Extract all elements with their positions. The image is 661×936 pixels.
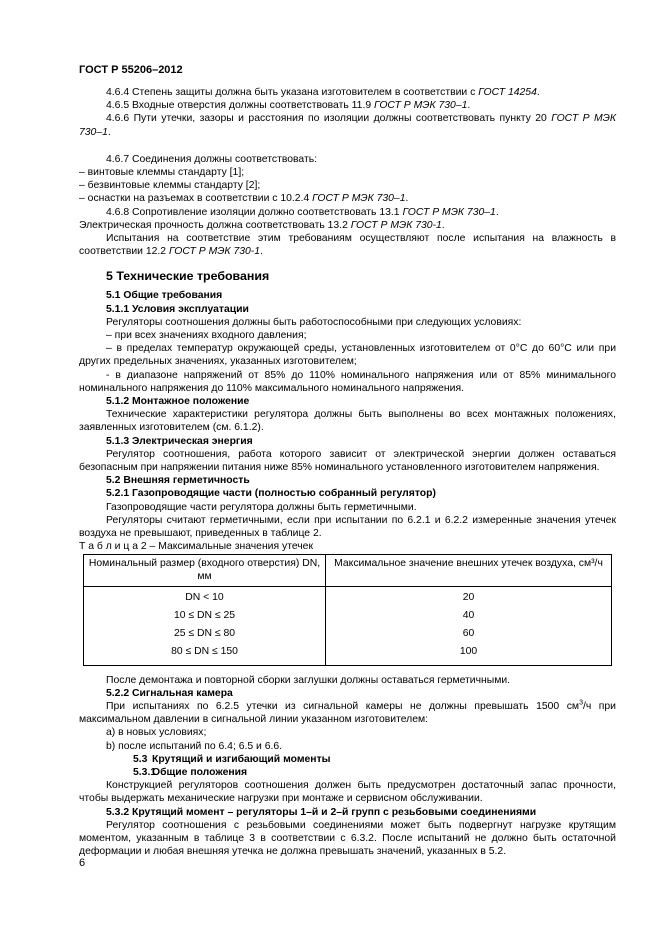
subsection-heading: 5.2 Внешняя герметичность bbox=[106, 475, 250, 487]
document-body bbox=[79, 86, 616, 858]
list-item: – винтовые клеммы стандарту [1]; bbox=[79, 167, 245, 179]
paragraph: Регуляторы соотношения должны быть работоспособными при следующих условиях: bbox=[106, 316, 522, 328]
table-cell-leak: 60 bbox=[326, 627, 612, 645]
paragraph: Технические характеристики регулятора должны быть выполнены во всех монтажных положениях, заявленных изготовителем (см. 6.1.2). bbox=[79, 409, 616, 434]
table-header-row bbox=[84, 554, 612, 586]
standard-reference: ГОСТ Р МЭК 730-1 bbox=[168, 246, 261, 258]
list-item: - в диапазоне напряжений от 85% до 110% номинального напряжения или от 85% минимального номинального напряжения до 110% максимального номинального напряжения. bbox=[79, 369, 616, 394]
table-row bbox=[84, 586, 612, 609]
paragraph-4-6-4: 4.6.4 Степень защиты должна быть указана изготовителем в соответствии с ГОСТ 14254. bbox=[106, 87, 540, 98]
paragraph-dielectric-strength: Электрическая прочность должна соответствовать 13.2 ГОСТ Р МЭК 730-1. bbox=[79, 219, 445, 231]
list-item: – при всех значениях входного давления; bbox=[106, 330, 307, 342]
paragraph: При испытаниях по 6.2.5 утечки из сигнальной камеры не должны превышать 1500 $см^3/ч$ при максимальном давлении в сигнальной линии указанном изготовителем: bbox=[79, 699, 616, 726]
list-item: b) после испытаний по 6.4; 6.5 и 6.6. bbox=[106, 740, 283, 752]
table-cell-dn: 25 ≤ DN ≤ 80 bbox=[84, 627, 326, 645]
standard-reference: ГОСТ Р МЭК 730–1 bbox=[79, 113, 617, 138]
subsection-heading: 5.1.1 Условия эксплуатации bbox=[106, 303, 249, 315]
section-title: 5 Технические требования bbox=[106, 269, 270, 284]
table-cell-leak: 20 bbox=[326, 586, 612, 609]
subsection-heading: 5.3.1Общие положения bbox=[133, 766, 248, 778]
standard-reference: ГОСТ 14254 bbox=[478, 87, 537, 98]
paragraph: После демонтажа и повторной сборки заглушки должны оставаться герметичными. bbox=[106, 674, 511, 686]
table-body bbox=[84, 586, 612, 665]
subsection-heading: 5.2.2 Сигнальная камера bbox=[106, 687, 233, 699]
subsection-heading: 5.3.2 Крутящий момент – регуляторы 1–й и 2–й групп с резьбовыми соединениями bbox=[106, 806, 537, 818]
document-header: ГОСТ Р 55206–2012 bbox=[79, 64, 183, 76]
paragraph-4-6-8: 4.6.8 Сопротивление изоляции должно соответствовать 13.1 ГОСТ Р МЭК 730–1. bbox=[106, 206, 499, 218]
table-cell-leak: 40 bbox=[326, 609, 612, 627]
subsection-heading: 5.1.2 Монтажное положение bbox=[106, 396, 250, 408]
paragraph: Регулятор соотношения с резьбовыми соединениями может быть подвергнут нагрузке крутящим моментом, указанным в таблице 3 в соответствии с 6.3.2. После испытаний не должно быть остаточной деформации и любая внешняя утечка не должна превышать значений, указанных в 5.2. bbox=[79, 819, 616, 858]
standard-reference: ГОСТ Р МЭК 730–1 bbox=[402, 206, 496, 218]
list-item: – безвинтовые клеммы стандарту [2]; bbox=[79, 180, 261, 192]
page-number: 6 bbox=[79, 857, 86, 869]
subsection-heading: 5.3 Крутящий и изгибающий моменты bbox=[133, 753, 331, 765]
paragraph-tests: Испытания на соответствие этим требованиям осуществляют после испытания на влажность в соответствии 12.2 ГОСТ Р МЭК 730-1. bbox=[79, 233, 616, 258]
standard-reference: ГОСТ Р МЭК 730–1 bbox=[374, 100, 468, 112]
leakage-table bbox=[83, 554, 612, 666]
table-row bbox=[84, 627, 612, 645]
paragraph: Конструкцией регуляторов соотношения должен быть предусмотрен достаточный запас прочности, чтобы выдержать механические нагрузки при монтаже и сервисном обслуживании. bbox=[79, 780, 616, 805]
subsection-heading: 5.1 Общие требования bbox=[106, 290, 223, 302]
list-item: – оснастки на разъемах в соответствии с 10.2.4 ГОСТ Р МЭК 730–1. bbox=[79, 193, 409, 205]
table-caption: Т а б л и ц а 2 – Максимальные значения утечек bbox=[79, 541, 314, 553]
paragraph-4-6-7: 4.6.7 Соединения должны соответствовать: bbox=[106, 153, 318, 165]
paragraph: Регуляторы считают герметичными, если при испытании по 6.2.1 и 6.2.2 измеренные значения утечек воздуха не превышают, приведенных в таблице 2. bbox=[79, 514, 616, 540]
list-item: а) в новых условиях; bbox=[106, 727, 207, 739]
table-cell-dn: 80 ≤ DN ≤ 150 bbox=[84, 645, 326, 666]
list-item: – в пределах температур окружающей среды, установленных изготовителем от 0°С до 60°С или при других предельных значениях, указанных изготовителем; bbox=[79, 343, 616, 368]
table-cell-dn: DN < 10 bbox=[84, 586, 326, 609]
table-row bbox=[84, 645, 612, 666]
table-row bbox=[84, 609, 612, 627]
standard-reference: ГОСТ Р МЭК 730-1 bbox=[350, 219, 442, 231]
table-header-leak: Максимальное значение внешних утечек воздуха, см³/ч bbox=[326, 554, 612, 586]
table-cell-dn: 10 ≤ DN ≤ 25 bbox=[84, 609, 326, 627]
paragraph: Газопроводящие части регулятора должны быть герметичными. bbox=[106, 501, 417, 513]
paragraph-4-6-5: 4.6.5 Входные отверстия должны соответствовать 11.9 ГОСТ Р МЭК 730–1. bbox=[106, 100, 471, 112]
subsection-heading: 5.1.3 Электрическая энергия bbox=[106, 435, 253, 447]
subsection-heading: 5.2.1 Газопроводящие части (полностью собранный регулятор) bbox=[106, 488, 436, 500]
table-header-dn: Номинальный размер (входного отверстия) DN, мм bbox=[84, 554, 326, 586]
table-cell-leak: 100 bbox=[326, 645, 612, 666]
paragraph-4-6-6: 4.6.6 Пути утечки, зазоры и расстояния по изоляции должны соответствовать пункту 20 ГОСТ Р МЭК 730–1. bbox=[79, 113, 617, 138]
standard-reference: ГОСТ Р МЭК 730–1 bbox=[312, 193, 406, 205]
paragraph: Регулятор соотношения, работа которого зависит от электрической энергии должен оставаться безопасным при напряжении питания ниже 85% номинального установленного изготовителем напряжения. bbox=[79, 448, 616, 474]
